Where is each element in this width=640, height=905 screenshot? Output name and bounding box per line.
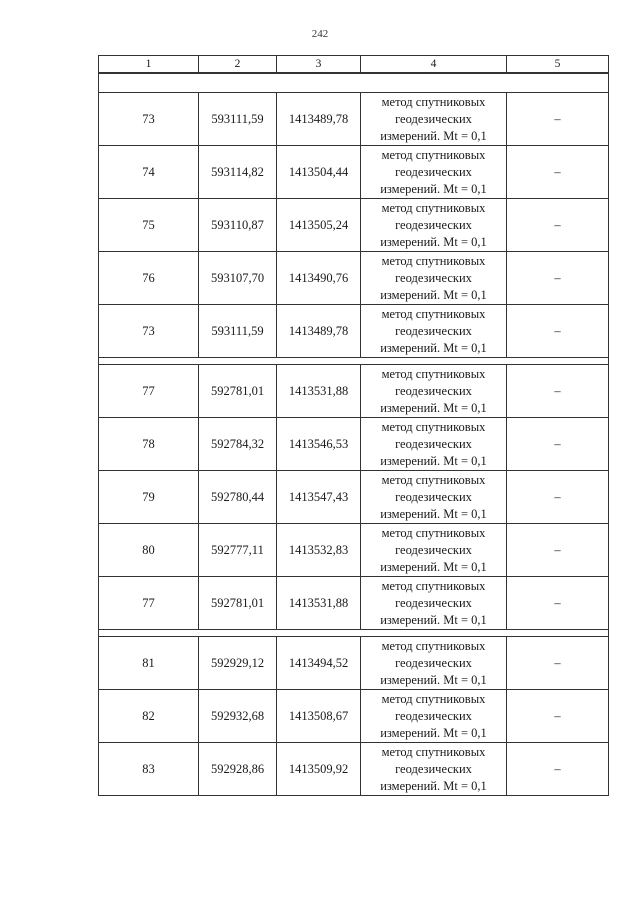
y-coordinate-cell: 1413489,78 (277, 93, 361, 146)
note-cell: – (507, 93, 609, 146)
x-coordinate-cell: 593110,87 (199, 199, 277, 252)
method-text-line: метод спутниковых (381, 147, 486, 162)
note-cell: – (507, 637, 609, 690)
coordinates-table (98, 55, 609, 796)
note-cell: – (507, 471, 609, 524)
table-row (99, 524, 609, 577)
contour-separator-row (99, 73, 609, 93)
separator-cell (99, 358, 609, 365)
point-number-cell: 77 (99, 577, 199, 630)
y-coordinate-cell: 1413504,44 (277, 146, 361, 199)
method-text-line: метод спутниковых (381, 94, 486, 109)
y-coordinate-cell: 1413509,92 (277, 743, 361, 796)
point-number-cell: 73 (99, 93, 199, 146)
table-row (99, 146, 609, 199)
method-cell (361, 743, 507, 796)
method-text-line: геодезических (395, 489, 472, 504)
column-number-header: 5 (507, 56, 609, 74)
point-number-cell: 74 (99, 146, 199, 199)
method-text-line: метод спутниковых (381, 525, 486, 540)
point-number-cell: 79 (99, 471, 199, 524)
method-text-line: метод спутниковых (381, 638, 486, 653)
method-cell (361, 577, 507, 630)
page-number: 242 (311, 28, 329, 40)
method-text-line: геодезических (395, 323, 472, 338)
x-coordinate-cell: 593114,82 (199, 146, 277, 199)
method-text-line: метод спутниковых (381, 253, 486, 268)
note-cell: – (507, 524, 609, 577)
method-text-line: измерений. Mt = 0,1 (380, 725, 487, 740)
method-text-line: измерений. Mt = 0,1 (380, 234, 487, 249)
point-number-cell: 76 (99, 252, 199, 305)
x-coordinate-cell: 592777,11 (199, 524, 277, 577)
method-text-line: геодезических (395, 436, 472, 451)
method-cell (361, 690, 507, 743)
method-cell (361, 199, 507, 252)
note-cell: – (507, 199, 609, 252)
table-body (99, 56, 609, 796)
method-text-line: геодезических (395, 761, 472, 776)
x-coordinate-cell: 592781,01 (199, 365, 277, 418)
method-text-line: геодезических (395, 542, 472, 557)
point-number-cell: 77 (99, 365, 199, 418)
x-coordinate-cell: 593111,59 (199, 305, 277, 358)
method-text-line: геодезических (395, 164, 472, 179)
note-cell: – (507, 743, 609, 796)
contour-separator-row (99, 358, 609, 365)
method-cell (361, 93, 507, 146)
method-text-line: метод спутниковых (381, 306, 486, 321)
y-coordinate-cell: 1413508,67 (277, 690, 361, 743)
note-cell: – (507, 577, 609, 630)
column-number-header: 2 (199, 56, 277, 74)
table-row (99, 577, 609, 630)
method-text-line: измерений. Mt = 0,1 (380, 672, 487, 687)
x-coordinate-cell: 593107,70 (199, 252, 277, 305)
method-text-line: геодезических (395, 217, 472, 232)
table-row (99, 365, 609, 418)
method-text-line: геодезических (395, 655, 472, 670)
method-text-line: измерений. Mt = 0,1 (380, 778, 487, 793)
method-cell (361, 524, 507, 577)
table-row (99, 743, 609, 796)
method-text-line: измерений. Mt = 0,1 (380, 287, 487, 302)
y-coordinate-cell: 1413489,78 (277, 305, 361, 358)
separator-cell (99, 630, 609, 637)
method-text-line: измерений. Mt = 0,1 (380, 340, 487, 355)
method-text-line: измерений. Mt = 0,1 (380, 506, 487, 521)
y-coordinate-cell: 1413546,53 (277, 418, 361, 471)
method-cell (361, 418, 507, 471)
method-text-line: геодезических (395, 383, 472, 398)
contour-separator-row (99, 630, 609, 637)
point-number-cell: 83 (99, 743, 199, 796)
table-row (99, 305, 609, 358)
note-cell: – (507, 146, 609, 199)
method-text-line: измерений. Mt = 0,1 (380, 128, 487, 143)
method-text-line: метод спутниковых (381, 691, 486, 706)
y-coordinate-cell: 1413494,52 (277, 637, 361, 690)
note-cell: – (507, 305, 609, 358)
x-coordinate-cell: 592928,86 (199, 743, 277, 796)
point-number-cell: 73 (99, 305, 199, 358)
method-text-line: метод спутниковых (381, 578, 486, 593)
point-number-cell: 78 (99, 418, 199, 471)
note-cell: – (507, 418, 609, 471)
x-coordinate-cell: 592784,32 (199, 418, 277, 471)
method-text-line: метод спутниковых (381, 366, 486, 381)
method-cell (361, 471, 507, 524)
table-row (99, 199, 609, 252)
table-row (99, 471, 609, 524)
method-text-line: измерений. Mt = 0,1 (380, 400, 487, 415)
table-row (99, 418, 609, 471)
method-cell (361, 637, 507, 690)
point-number-cell: 75 (99, 199, 199, 252)
method-cell (361, 305, 507, 358)
x-coordinate-cell: 592780,44 (199, 471, 277, 524)
method-cell (361, 365, 507, 418)
point-number-cell: 82 (99, 690, 199, 743)
y-coordinate-cell: 1413505,24 (277, 199, 361, 252)
table-row (99, 93, 609, 146)
x-coordinate-cell: 592932,68 (199, 690, 277, 743)
y-coordinate-cell: 1413490,76 (277, 252, 361, 305)
y-coordinate-cell: 1413532,83 (277, 524, 361, 577)
method-cell (361, 146, 507, 199)
method-text-line: геодезических (395, 270, 472, 285)
column-number-header: 3 (277, 56, 361, 74)
x-coordinate-cell: 593111,59 (199, 93, 277, 146)
column-number-header-row (99, 56, 609, 74)
method-text-line: метод спутниковых (381, 472, 486, 487)
note-cell: – (507, 690, 609, 743)
column-number-header: 1 (99, 56, 199, 74)
method-text-line: геодезических (395, 595, 472, 610)
separator-cell (99, 73, 609, 93)
method-text-line: метод спутниковых (381, 744, 486, 759)
note-cell: – (507, 365, 609, 418)
y-coordinate-cell: 1413531,88 (277, 577, 361, 630)
table-row (99, 690, 609, 743)
method-text-line: геодезических (395, 111, 472, 126)
x-coordinate-cell: 592929,12 (199, 637, 277, 690)
method-cell (361, 252, 507, 305)
table-row (99, 252, 609, 305)
method-text-line: измерений. Mt = 0,1 (380, 612, 487, 627)
method-text-line: измерений. Mt = 0,1 (380, 453, 487, 468)
y-coordinate-cell: 1413531,88 (277, 365, 361, 418)
method-text-line: измерений. Mt = 0,1 (380, 559, 487, 574)
method-text-line: метод спутниковых (381, 419, 486, 434)
method-text-line: измерений. Mt = 0,1 (380, 181, 487, 196)
point-number-cell: 81 (99, 637, 199, 690)
point-number-cell: 80 (99, 524, 199, 577)
x-coordinate-cell: 592781,01 (199, 577, 277, 630)
method-text-line: геодезических (395, 708, 472, 723)
note-cell: – (507, 252, 609, 305)
method-text-line: метод спутниковых (381, 200, 486, 215)
table-row (99, 637, 609, 690)
y-coordinate-cell: 1413547,43 (277, 471, 361, 524)
column-number-header: 4 (361, 56, 507, 74)
